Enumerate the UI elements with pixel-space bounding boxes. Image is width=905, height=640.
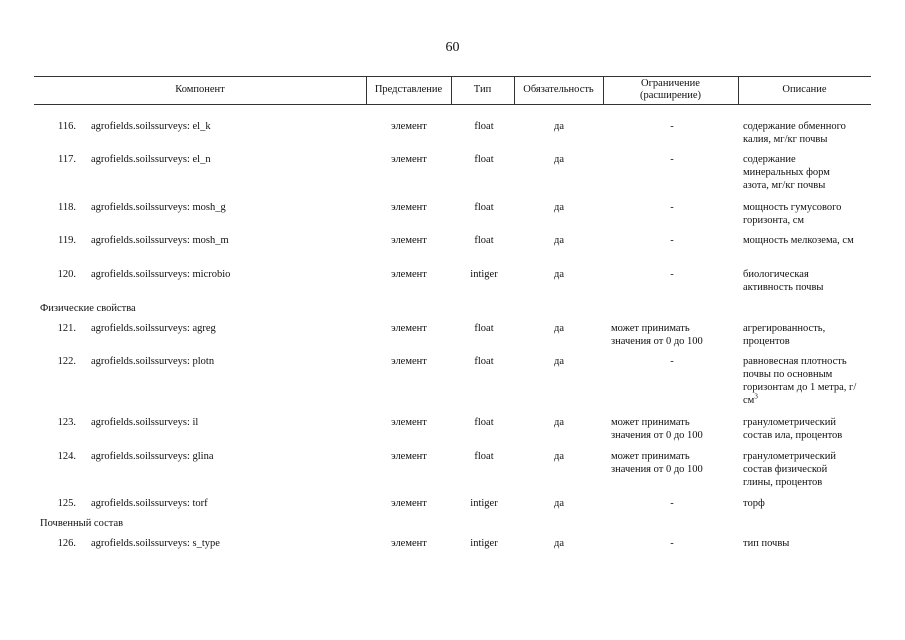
- row-type: float: [474, 323, 494, 334]
- row-limit: -: [670, 202, 674, 213]
- row-component: agrofields.soilssurveys: mosh_g: [91, 202, 226, 213]
- row-description: [743, 355, 867, 407]
- row-limit: -: [670, 538, 674, 549]
- row-representation: элемент: [391, 417, 427, 428]
- row-description: мощность мелкозема, см: [743, 235, 854, 246]
- row-number: 120.: [57, 269, 76, 280]
- row-representation: элемент: [391, 235, 427, 246]
- row-required: да: [553, 356, 564, 367]
- row-type: float: [474, 451, 494, 462]
- row-limit: -: [670, 498, 674, 509]
- header-limit-line1: Ограничение: [641, 78, 700, 89]
- row-representation: элемент: [391, 202, 427, 213]
- row-type: intiger: [470, 498, 498, 509]
- row-description: торф: [743, 498, 765, 509]
- row-type: float: [474, 356, 494, 367]
- page-number: 60: [445, 40, 460, 55]
- row-limit: -: [670, 154, 674, 165]
- row-required: да: [553, 538, 564, 549]
- header-representation: Представление: [374, 84, 443, 95]
- table-header-rule: [34, 104, 871, 105]
- row-required: да: [553, 269, 564, 280]
- header-component: Компонент: [175, 84, 225, 95]
- row-representation: элемент: [391, 451, 427, 462]
- row-representation: элемент: [391, 356, 427, 367]
- row-type: float: [474, 417, 494, 428]
- row-description: содержание минеральных форм азота, мг/кг почвы: [743, 154, 830, 191]
- header-description: Описание: [782, 84, 827, 95]
- row-limit: может принимать значения от 0 до 100: [611, 417, 703, 441]
- section-heading-physical: Физические свойства: [40, 303, 136, 314]
- row-component: agrofields.soilssurveys: agreg: [91, 323, 216, 334]
- row-representation: элемент: [391, 538, 427, 549]
- row-type: float: [474, 121, 494, 132]
- row-number: 125.: [57, 498, 76, 509]
- row-component: agrofields.soilssurveys: mosh_m: [91, 235, 229, 246]
- row-number: 118.: [58, 202, 76, 213]
- row-representation: элемент: [391, 498, 427, 509]
- row-number: 126.: [57, 538, 76, 549]
- row-limit: может принимать значения от 0 до 100: [611, 451, 703, 475]
- row-required: да: [553, 451, 564, 462]
- section-heading-soil: Почвенный состав: [40, 518, 124, 529]
- row-component: agrofields.soilssurveys: el_n: [91, 154, 211, 165]
- row-number: 123.: [57, 417, 76, 428]
- row-number: 119.: [58, 235, 76, 246]
- row-description: агрегированность, процентов: [743, 323, 826, 347]
- row-limit: -: [670, 356, 674, 367]
- row-type: float: [474, 202, 494, 213]
- row-number: 124.: [57, 451, 76, 462]
- row-representation: элемент: [391, 154, 427, 165]
- row-component: agrofields.soilssurveys: plotn: [91, 356, 215, 367]
- row-component: agrofields.soilssurveys: el_k: [91, 121, 211, 132]
- row-description: тип почвы: [743, 538, 790, 549]
- row-representation: элемент: [391, 269, 427, 280]
- row-required: да: [553, 202, 564, 213]
- row-component: agrofields.soilssurveys: il: [91, 417, 199, 428]
- row-representation: элемент: [391, 323, 427, 334]
- row-description: гранулометрический состав физической глины, процентов: [743, 451, 837, 488]
- row-description: гранулометрический состав ила, процентов: [743, 417, 843, 441]
- row-description: содержание обменного калия, мг/кг почвы: [743, 121, 846, 145]
- row-number: 116.: [58, 121, 76, 132]
- row-required: да: [553, 323, 564, 334]
- row-type: intiger: [470, 538, 498, 549]
- row-representation: элемент: [391, 121, 427, 132]
- row-component: agrofields.soilssurveys: torf: [91, 498, 208, 509]
- row-limit: -: [670, 269, 674, 280]
- row-limit: -: [670, 235, 674, 246]
- row-required: да: [553, 498, 564, 509]
- row-number: 122.: [57, 356, 76, 367]
- row-number: 117.: [58, 154, 76, 165]
- header-type: Тип: [473, 84, 492, 95]
- row-required: да: [553, 417, 564, 428]
- row-limit: может принимать значения от 0 до 100: [611, 323, 703, 347]
- row-required: да: [553, 235, 564, 246]
- header-limit-line2: (расширение): [639, 90, 702, 101]
- row-required: да: [553, 154, 564, 165]
- row-component: agrofields.soilssurveys: microbio: [91, 269, 231, 280]
- row-type: intiger: [470, 269, 498, 280]
- row-component: agrofields.soilssurveys: s_type: [91, 538, 220, 549]
- row-component: agrofields.soilssurveys: glina: [91, 451, 214, 462]
- row-description: биологическая активность почвы: [743, 269, 824, 293]
- row-description-superscript: 3: [754, 392, 758, 401]
- row-limit: -: [670, 121, 674, 132]
- header-limit: [603, 76, 738, 104]
- row-description-text: равновесная плотность почвы по основным горизонтам до 1 метра, г/см: [743, 356, 857, 406]
- row-required: да: [553, 121, 564, 132]
- header-required: Обязательность: [523, 84, 594, 95]
- row-type: float: [474, 154, 494, 165]
- row-type: float: [474, 235, 494, 246]
- row-description: мощность гумусового горизонта, см: [743, 202, 842, 226]
- row-number: 121.: [57, 323, 76, 334]
